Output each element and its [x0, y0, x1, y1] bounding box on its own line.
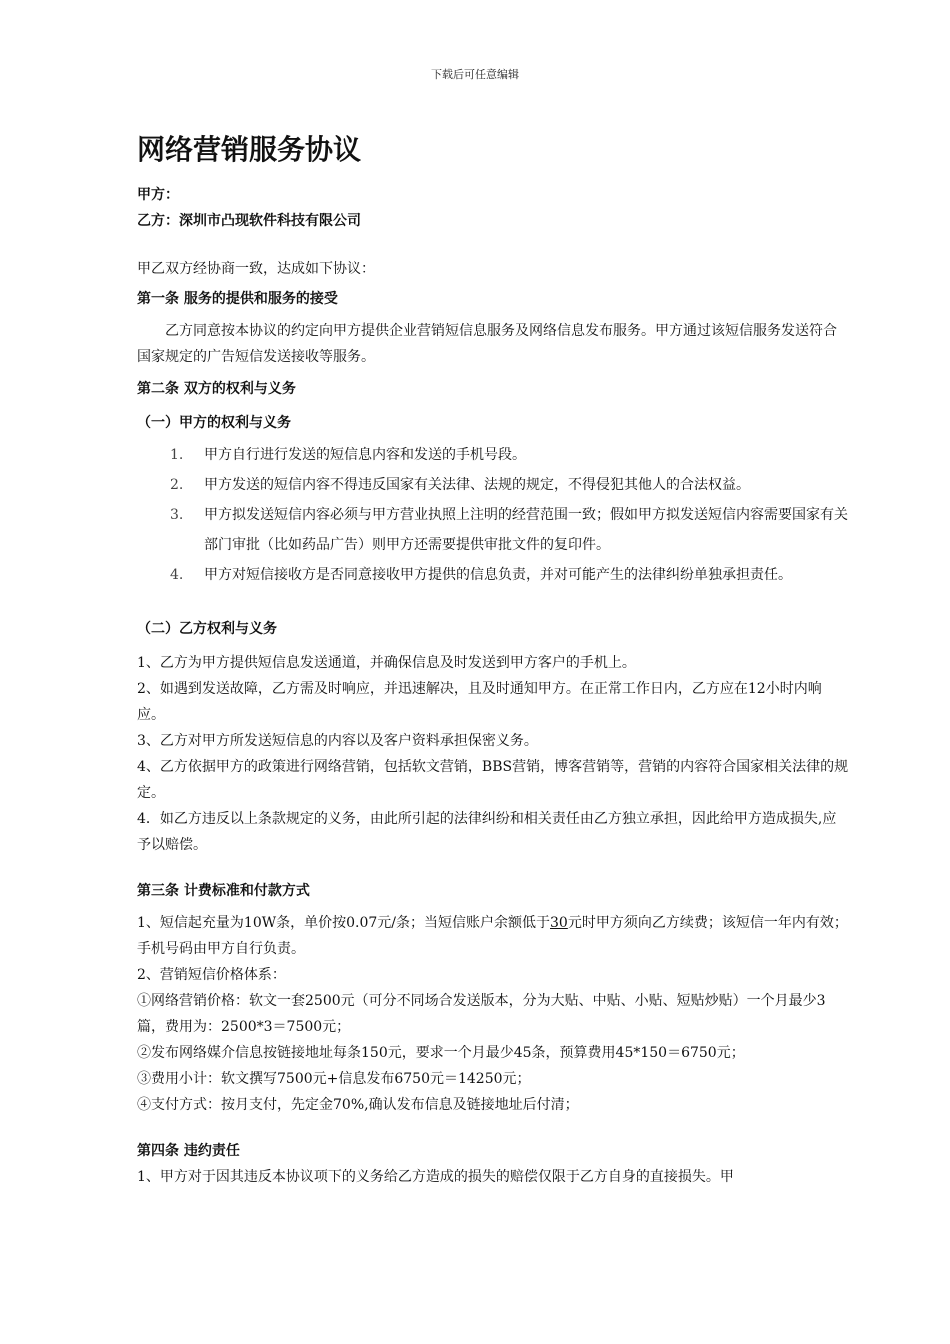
article1-body: 乙方同意按本协议的约定向甲方提供企业营销短信息服务及网络信息发布服务。甲方通过该短信服务发送符合国家规定的广告短信发送接收等服务。 — [137, 323, 837, 365]
article3-p6: ④支付方式：按月支付，先定金70%,确认发布信息及链接地址后付清； — [137, 1097, 579, 1113]
list-item: 3. 甲方拟发送短信内容必须与甲方营业执照上注明的经营范围一致；假如甲方拟发送短信内容需要国家有关部门审批（比如药品广告）则甲方还需要提供审批文件的复印件。 — [170, 507, 848, 553]
party-b: 乙方：深圳市凸现软件科技有限公司 — [137, 213, 361, 229]
document-title: 网络营销服务协议 — [137, 133, 362, 166]
intro-paragraph: 甲乙双方经协商一致，达成如下协议： — [137, 261, 375, 277]
header-note: 下载后可任意编辑 — [431, 68, 519, 81]
party-a-rights-list — [137, 440, 849, 590]
article3-p4: ②发布网络媒介信息按链接地址每条150元，要求一个月最少45条，预算费用45*150＝6750元； — [137, 1045, 745, 1061]
article4-p1: 1、甲方对于因其违反本协议项下的义务给乙方造成的损失的赔偿仅限于乙方自身的直接损失。甲 — [137, 1169, 734, 1185]
party-a: 甲方： — [137, 187, 179, 203]
list-item: 4. 甲方对短信接收方是否同意接收甲方提供的信息负责，并对可能产生的法律纠纷单独承担责任。 — [170, 567, 792, 583]
party-b-item: 3、乙方对甲方所发送短信息的内容以及客户资料承担保密义务。 — [137, 733, 538, 749]
party-b-item: 2、如遇到发送故障，乙方需及时响应，并迅速解决，且及时通知甲方。在正常工作日内，乙方应在12小时内响应。 — [137, 681, 822, 723]
article3-p1: 1、短信起充量为10W条，单价按0.07元/条；当短信账户余额低于30元时甲方须向乙方续费；该短信一年内有效；手机号码由甲方自行负责。 — [137, 915, 848, 957]
article3-heading: 第三条 计费标准和付款方式 — [137, 883, 310, 899]
party-b-rights-heading: （二）乙方权利与义务 — [137, 621, 277, 637]
party-b-item: 4．如乙方违反以上条款规定的义务，由此所引起的法律纠纷和相关责任由乙方独立承担，因此给甲方造成损失,应予以赔偿。 — [137, 811, 837, 853]
party-b-item: 4、乙方依据甲方的政策进行网络营销，包括软文营销，BBS营销，博客营销等，营销的内容符合国家相关法律的规定。 — [137, 759, 849, 801]
article4-heading: 第四条 违约责任 — [137, 1143, 240, 1159]
list-item: 2. 甲方发送的短信内容不得违反国家有关法律、法规的规定，不得侵犯其他人的合法权益。 — [170, 477, 750, 493]
underlined-amount: 30 — [550, 915, 568, 931]
article3-p2: 2、营销短信价格体系： — [137, 967, 286, 983]
article3-p3: ①网络营销价格：软文一套2500元（可分不同场合发送版本，分为大贴、中贴、小贴、短贴炒贴）一个月最少3篇，费用为：2500*3＝7500元； — [137, 993, 826, 1035]
list-item: 1. 甲方自行进行发送的短信息内容和发送的手机号段。 — [170, 447, 526, 463]
party-a-rights-heading: （一）甲方的权利与义务 — [137, 415, 291, 431]
article1-heading: 第一条 服务的提供和服务的接受 — [137, 291, 338, 307]
article2-heading: 第二条 双方的权利与义务 — [137, 381, 296, 397]
article3-p5: ③费用小计：软文撰写7500元+信息发布6750元＝14250元； — [137, 1071, 531, 1087]
party-b-item: 1、乙方为甲方提供短信息发送通道，并确保信息及时发送到甲方客户的手机上。 — [137, 655, 636, 671]
document-body — [137, 130, 849, 1190]
